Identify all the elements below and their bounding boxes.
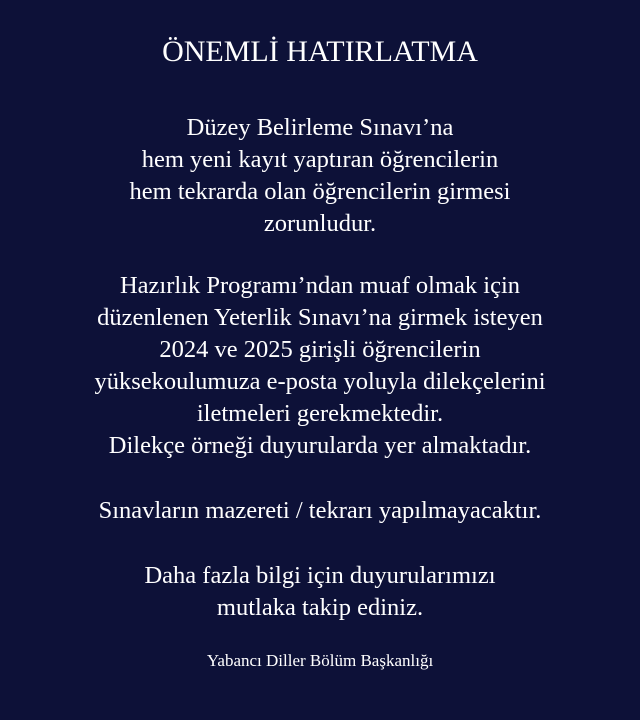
paragraph-line: hem tekrarda olan öğrencilerin girmesi bbox=[129, 178, 511, 205]
paragraph-line: Hazırlık Programı’ndan muaf olmak için bbox=[119, 272, 521, 299]
paragraph-line: hem yeni kayıt yaptıran öğrencilerin bbox=[141, 146, 499, 173]
paragraph-line: düzenlenen Yeterlik Sınavı’na girmek isteyen bbox=[97, 304, 543, 331]
paragraph-line: Dilekçe örneği duyurularda yer almaktadır. bbox=[108, 432, 532, 459]
paragraph-line: iletmeleri gerekmektedir. bbox=[196, 400, 444, 427]
paragraph-line: yüksekoulumuza e-posta yoluyla dilekçelerini bbox=[94, 368, 546, 395]
signature: Yabancı Diller Bölüm Başkanlığı bbox=[206, 651, 434, 670]
paragraph-line: Daha fazla bilgi için duyurularımızı bbox=[144, 562, 496, 589]
notice-title: ÖNEMLİ HATIRLATMA bbox=[162, 35, 478, 68]
paragraph-line: Sınavların mazereti / tekrarı yapılmayacaktır. bbox=[98, 497, 542, 524]
paragraph-line: mutlaka takip ediniz. bbox=[216, 594, 424, 621]
paragraph-line: Düzey Belirleme Sınavı’na bbox=[186, 114, 454, 141]
paragraph-line: zorunludur. bbox=[263, 210, 377, 237]
paragraph-line: 2024 ve 2025 girişli öğrencilerin bbox=[159, 336, 481, 363]
